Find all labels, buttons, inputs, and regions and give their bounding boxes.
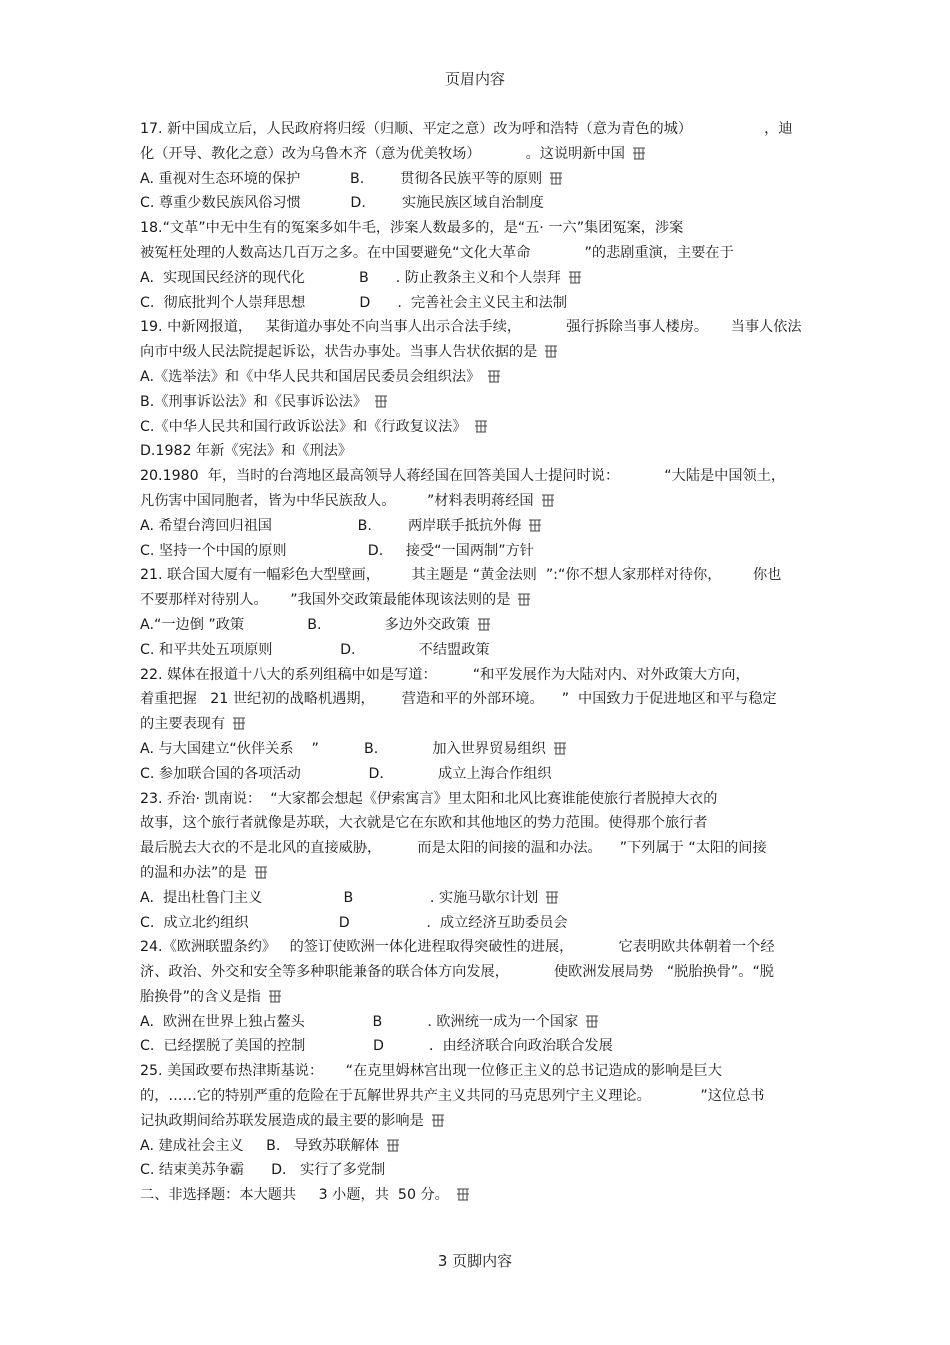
line-text: A. 实现国民经济的现代化 B . 防止教条主义和个人崇拜	[140, 269, 561, 286]
scan-artifact-icon	[631, 145, 647, 161]
page-header: 页眉内容	[444, 70, 505, 88]
line-text: 记执政期间给苏联发展造成的最主要的影响是	[140, 1112, 424, 1129]
scan-artifact-icon	[430, 1112, 446, 1128]
text-line	[140, 787, 810, 812]
text-line	[140, 167, 810, 192]
scan-artifact-icon	[385, 1137, 401, 1153]
line-text: 化（开导、教化之意）改为乌鲁木齐（意为优美牧场） 。这说明新中国	[140, 145, 625, 162]
text-line	[140, 1059, 810, 1084]
scan-artifact-icon	[516, 591, 532, 607]
text-line	[140, 1158, 810, 1183]
scan-artifact-icon	[552, 740, 568, 756]
line-text: 不要那样对待别人。 ”我国外交政策最能体现该法则的是	[140, 592, 511, 609]
line-text: 被冤枉处理的人数高达几百万之多。在中国要避免“文化大革命 ”的悲剧重演，主要在于	[140, 244, 734, 261]
text-line	[140, 762, 810, 787]
text-line	[140, 291, 810, 316]
line-text: 18.“文革”中无中生有的冤案多如牛毛，涉案人数最多的，是“五· 一六”集团冤案，涉案	[140, 220, 684, 237]
text-line	[140, 836, 810, 861]
text-line	[140, 266, 810, 291]
text-line	[140, 365, 810, 390]
text-line	[140, 1010, 810, 1035]
text-line	[140, 563, 810, 588]
line-text: D.1982 年新《宪法》和《刑法》	[140, 443, 353, 460]
line-text: C. 已经摆脱了美国的控制 D . 由经济联合向政治联合发展	[140, 1038, 613, 1055]
line-text: C.《中华人民共和国行政诉讼法》和《行政复议法》	[140, 418, 467, 435]
text-line	[140, 241, 810, 266]
scan-artifact-icon	[253, 864, 269, 880]
text-line	[140, 737, 810, 762]
line-text: 22. 媒体在报道十八大的系列组稿中如是写道： “和平发展作为大陆对内、对外政策大方向，	[140, 666, 750, 683]
line-text: A.《选举法》和《中华人民共和国居民委员会组织法》	[140, 368, 481, 385]
line-text: A. 希望台湾回归祖国 B. 两岸联手抵抗外侮	[140, 517, 522, 534]
line-text: A. 欧洲在世界上独占鳌头 B . 欧洲统一成为一个国家	[140, 1013, 579, 1030]
line-text: 故事，这个旅行者就像是苏联，大衣就是它在东欧和其他地区的势力范围。使得那个旅行者	[140, 815, 708, 832]
line-text: 济、政治、外交和安全等多种职能兼备的联合体方向发展， 使欧洲发展局势 “脱胎换骨”。“脱	[140, 964, 774, 981]
line-text: 着重把握 21 世纪初的战略机遇期， 营造和平的外部环境。 ” 中国致力于促进地区和平与稳定	[140, 691, 777, 708]
scan-artifact-icon	[476, 616, 492, 632]
text-line	[140, 117, 810, 142]
text-line	[140, 1109, 810, 1134]
scan-artifact-icon	[544, 889, 560, 905]
text-line	[140, 1183, 810, 1208]
scan-artifact-icon	[373, 393, 389, 409]
scan-artifact-icon	[527, 517, 543, 533]
line-text: 凡伤害中国同胞者，皆为中华民族敌人。 ”材料表明蒋经国	[140, 492, 534, 509]
line-text: 19. 中新网报道， 某街道办事处不向当事人出示合法手续， 强行拆除当事人楼房。 当事人依法	[140, 319, 802, 336]
text-line	[140, 712, 810, 737]
page-footer: 3 页脚内容	[437, 1252, 513, 1270]
line-text: 24.《欧洲联盟条约》 的签订使欧洲一体化进程取得突破性的进展， 它表明欧共体朝着一个经	[140, 939, 775, 956]
scan-artifact-icon	[231, 715, 247, 731]
text-line	[140, 489, 810, 514]
text-line	[140, 638, 810, 663]
line-text: C. 成立北约组织 D . 成立经济互助委员会	[140, 914, 568, 931]
line-text: 17. 新中国成立后，人民政府将归绥（归顺、平定之意）改为呼和浩特（意为青色的城） ，迪	[140, 121, 793, 137]
text-line	[140, 985, 810, 1010]
line-text: C. 坚持一个中国的原则 D. 接受“一国两制”方针	[140, 542, 534, 559]
scan-artifact-icon	[455, 1186, 471, 1202]
text-line	[140, 439, 810, 464]
scan-artifact-icon	[486, 368, 502, 384]
text-line	[140, 340, 810, 365]
line-text: A. 重视对生态环境的保护 B. 贯彻各民族平等的原则	[140, 170, 543, 187]
line-text: 二、非选择题：本大题共 3 小题，共 50 分。	[140, 1187, 449, 1204]
line-text: B.《刑事诉讼法》和《民事诉讼法》	[140, 393, 368, 410]
text-line	[140, 539, 810, 564]
line-text: 的，……它的特别严重的危险在于瓦解世界共产主义共同的马克思列宁主义理论。 ”这位总书	[140, 1088, 765, 1105]
line-text: C. 结束美苏争霸 D. 实行了多党制	[140, 1162, 386, 1179]
line-text: 25. 美国政要布热津斯基说： “在克里姆林宫出现一位修正主义的总书记造成的影响是巨大	[140, 1063, 722, 1080]
text-line	[140, 613, 810, 638]
line-text: 最后脱去大衣的不是北风的直接威胁， 而是太阳的间接的温和办法。 ”下列属于 “太阳的间接	[140, 840, 767, 857]
text-line	[140, 142, 810, 167]
line-text: 的主要表现有	[140, 716, 226, 733]
question-content	[140, 117, 810, 1208]
scan-artifact-icon	[548, 170, 564, 186]
scan-artifact-icon	[543, 343, 559, 359]
text-line	[140, 861, 810, 886]
line-text: C. 彻底批判个人崇拜思想 D . 完善社会主义民主和法制	[140, 294, 568, 311]
line-text: A. 与大国建立“伙伴关系 ” B. 加入世界贸易组织	[140, 740, 546, 757]
text-line	[140, 687, 810, 712]
scan-artifact-icon	[473, 418, 489, 434]
scan-artifact-icon	[540, 492, 556, 508]
text-line	[140, 663, 810, 688]
text-line	[140, 1134, 810, 1159]
line-text: A. 建成社会主义 B. 导致苏联解体	[140, 1137, 380, 1154]
text-line	[140, 935, 810, 960]
scan-artifact-icon	[567, 269, 583, 285]
text-line	[140, 415, 810, 440]
line-text: 的温和办法”的是	[140, 864, 247, 881]
text-line	[140, 1034, 810, 1059]
line-text: 21. 联合国大厦有一幅彩色大型壁画， 其主题是 “黄金法则 ”:“你不想人家那样对待你， 你也	[140, 567, 782, 584]
line-text: A. 提出杜鲁门主义 B . 实施马歇尔计划	[140, 889, 539, 906]
text-line	[140, 960, 810, 985]
scan-artifact-icon	[584, 1013, 600, 1029]
line-text: A.“一边倒 ”政策 B. 多边外交政策	[140, 616, 470, 633]
line-text: 胎换骨”的含义是指	[140, 988, 261, 1005]
text-line	[140, 191, 810, 216]
line-text: 向市中级人民法院提起诉讼，状告办事处。当事人告状依据的是	[140, 344, 538, 361]
text-line	[140, 1084, 810, 1109]
text-line	[140, 464, 810, 489]
scan-artifact-icon	[267, 988, 283, 1004]
line-text: C. 参加联合国的各项活动 D. 成立上海合作组织	[140, 765, 552, 782]
text-line	[140, 390, 810, 415]
text-line	[140, 588, 810, 613]
text-line	[140, 911, 810, 936]
line-text: C. 尊重少数民族风俗习惯 D. 实施民族区域自治制度	[140, 195, 544, 212]
text-line	[140, 216, 810, 241]
line-text: 20.1980 年，当时的台湾地区最高领导人蒋经国在回答美国人士提问时说： “大陆是中国领土，	[140, 468, 786, 485]
text-line	[140, 514, 810, 539]
line-text: C. 和平共处五项原则 D. 不结盟政策	[140, 641, 490, 658]
text-line	[140, 811, 810, 836]
text-line	[140, 315, 810, 340]
line-text: 23. 乔治· 凯南说： “大家都会想起《伊索寓言》里太阳和北风比赛谁能使旅行者脱掉大衣的	[140, 790, 718, 807]
text-line	[140, 886, 810, 911]
